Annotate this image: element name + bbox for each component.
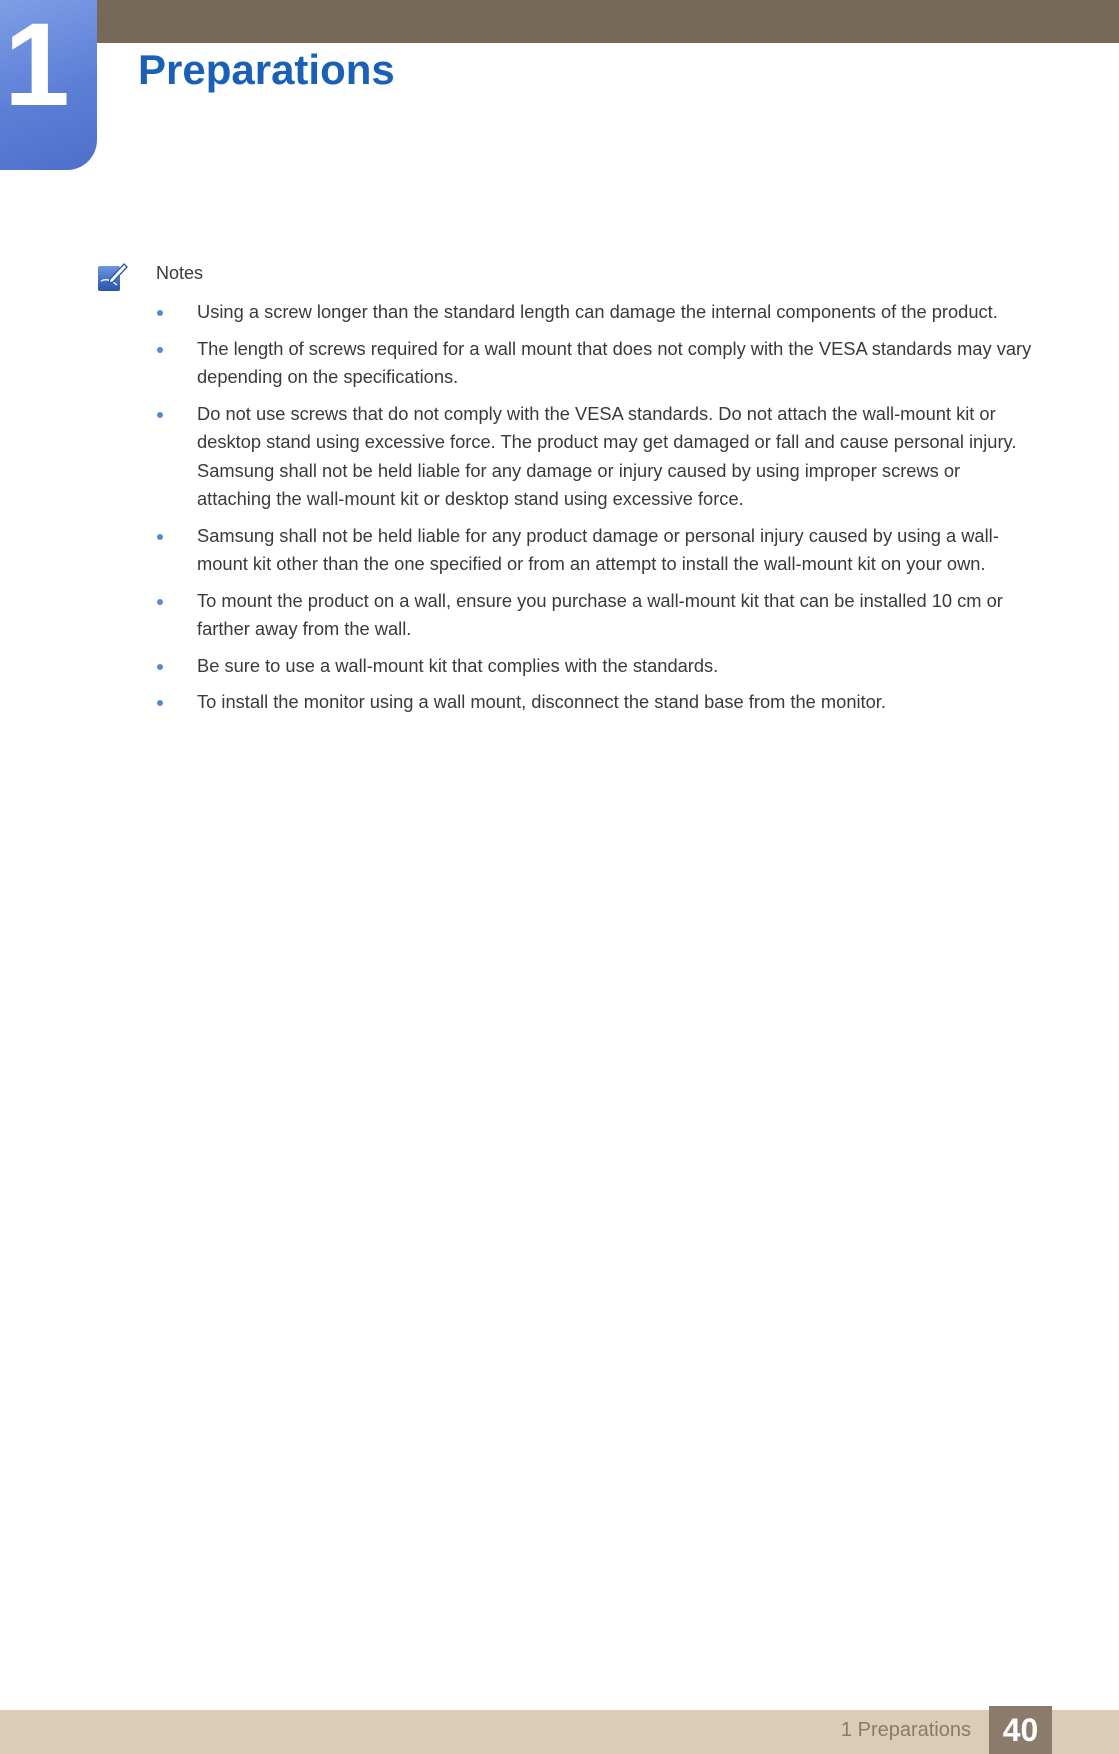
list-item: [156, 688, 1036, 717]
list-item: [156, 400, 1036, 514]
list-item: [156, 298, 1036, 327]
list-item-text: To mount the product on a wall, ensure you purchase a wall-mount kit that can be installed 10 cm or farther away from the wall.: [197, 589, 1003, 639]
bullet-icon: [157, 412, 163, 418]
page-title: Preparations: [138, 46, 395, 93]
notes-list: [156, 298, 1036, 725]
list-item-text: Using a screw longer than the standard length can damage the internal components of the product.: [197, 301, 998, 322]
list-item: [156, 335, 1036, 392]
bullet-icon: [157, 310, 163, 316]
note-pencil-icon: [97, 262, 128, 293]
list-item-text: To install the monitor using a wall mount, disconnect the stand base from the monitor.: [197, 691, 886, 712]
chapter-number: 1: [4, 0, 70, 131]
list-item-text: Be sure to use a wall-mount kit that complies with the standards.: [197, 654, 719, 676]
list-item-text: The length of screws required for a wall mount that does not comply with the VESA standards may vary depending on the specifications.: [197, 337, 1032, 387]
list-item: [156, 522, 1036, 579]
list-item: [156, 587, 1036, 644]
list-item-text: Do not use screws that do not comply with the VESA standards. Do not attach the wall-mount kit or desktop stand using excessive force. The product may get damaged or fall and cause personal injury. Samsung shall not be held liable for any damage or injury caused by using improper screws or attaching the wall-mount kit or desktop stand using excessive force.: [197, 402, 1017, 509]
footer-section-label: 1 Preparations: [840, 1719, 971, 1741]
list-item: [156, 652, 1036, 681]
bullet-icon: [157, 599, 163, 605]
list-item-text: Samsung shall not be held liable for any product damage or personal injury caused by using a wall-mount kit other than the one specified or from an attempt to install the wall-mount kit on your own.: [197, 524, 999, 574]
bullet-icon: [157, 534, 163, 540]
bullet-icon: [157, 700, 163, 706]
page-number: 40: [989, 1706, 1052, 1754]
header-bar: [0, 0, 1119, 43]
bullet-icon: [157, 347, 163, 353]
bullet-icon: [157, 664, 163, 670]
chapter-tab: [0, 0, 97, 170]
notes-heading: Notes: [156, 263, 204, 283]
